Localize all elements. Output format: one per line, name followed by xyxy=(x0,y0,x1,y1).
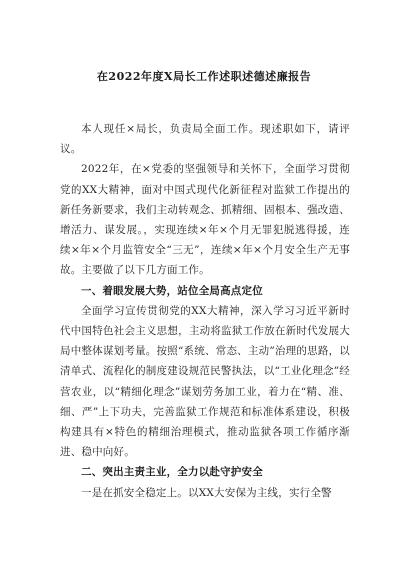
section-heading-1: 一、着眼发展大势，站位全局高点定位 xyxy=(81,284,263,297)
paragraph-intro: 本人现任×局长，负责局全面工作。现述职如下，请评议。 xyxy=(60,123,350,156)
document-title: 在2022年度X局长工作述职述德述廉报告 xyxy=(96,70,312,83)
section-heading-2: 二、突出主责主业，全力以赴守护安全 xyxy=(81,466,263,479)
paragraph-overview: 2022年，在×党委的坚强领导和关怀下，全面学习贯彻党的XX大精神，面对中国式现代化新征程对监狱工作提出的新任务新要求，我们主动转观念、抓精细、固根本、强改造、增活力、谋发展。，实现连续×年×个月无罪犯脱逃得援，连续×年×个月监管安全“三无”，连续×年×个月安全生产无事故。主要做了以下几方面工作。 xyxy=(60,163,350,277)
paragraph-section-1: 全面学习宣传贯彻党的XX大精神，深入学习习近平新时代中国特色社会主义思想，主动将监狱工作放在新时代发展大局中整体谋划考量。按照“系统、常态、主动”治理的思路，以清单式、流程化的制度建设规范民警执法，以“工业化理念”经营农业，以“精细化理念”谋划劳务加工业，着力在“精、准、细、严”上下功夫，完善监狱工作规范和标准体系建设，积极构建具有×特色的精细治理模式，推动监狱各项工作循序渐进、稳中向好。 xyxy=(60,304,350,459)
paragraph-section-2: 一是在抓安全稳定上。以XX大安保为主线，实行全警 xyxy=(81,486,332,499)
document-body xyxy=(60,119,350,503)
